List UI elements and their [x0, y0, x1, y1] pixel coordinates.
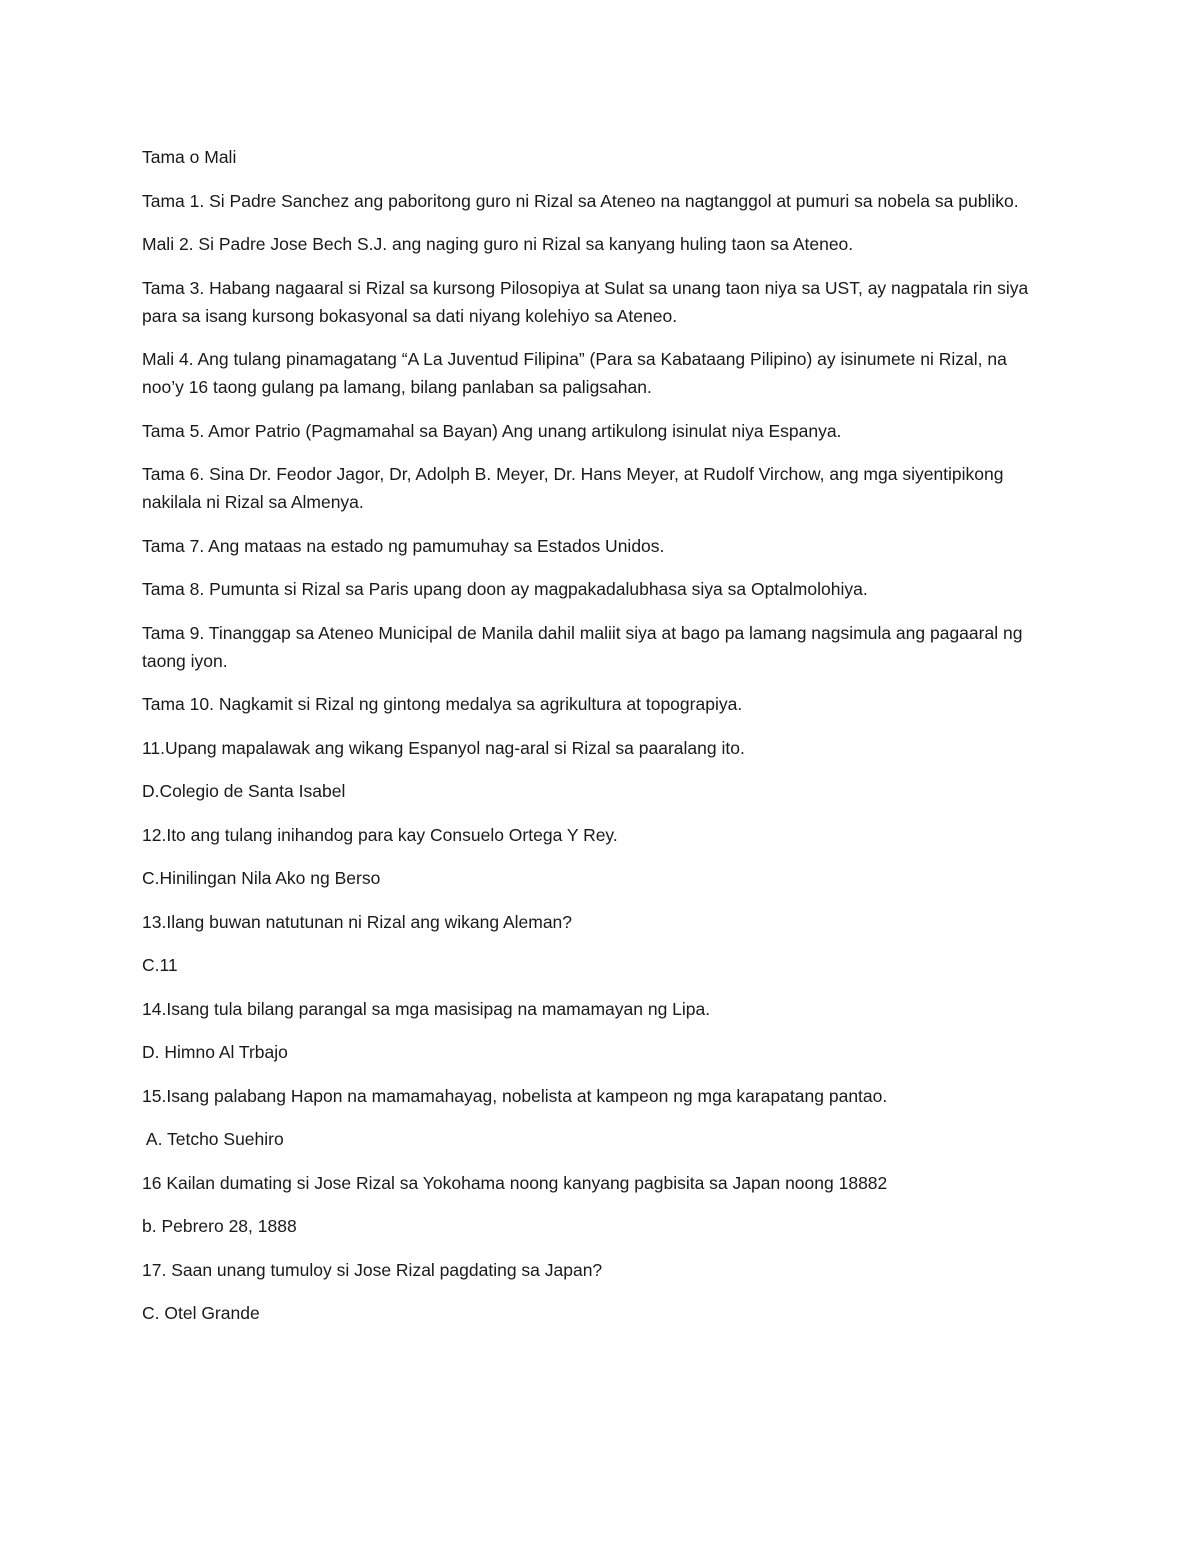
- paragraph-4: Mali 4. Ang tulang pinamagatang “A La Juventud Filipina” (Para sa Kabataang Pilipino) ay isinumete ni Rizal, na noo’y 16 taong gulang pa lamang, bilang panlaban sa paligsahan.: [142, 349, 1007, 397]
- question-14: 14.Isang tula bilang parangal sa mga masisipag na mamamayan ng Lipa.: [142, 998, 711, 1019]
- paragraph-8: Tama 8. Pumunta si Rizal sa Paris upang doon ay magpakadalubhasa siya sa Optalmolohiya.: [142, 579, 868, 599]
- question-16: 16 Kailan dumating si Jose Rizal sa Yokohama noong kanyang pagbisita sa Japan noong 18882: [142, 1172, 888, 1193]
- document-page: [142, 143, 1042, 1343]
- answer-14: D. Himno Al Trbajo: [142, 1042, 288, 1062]
- document-title: Tama o Mali: [142, 147, 237, 167]
- answer-16: b. Pebrero 28, 1888: [142, 1216, 297, 1236]
- question-15: 15.Isang palabang Hapon na mamamahayag, nobelista at kampeon ng mga karapatang pantao.: [142, 1085, 888, 1106]
- paragraph-3: Tama 3. Habang nagaaral si Rizal sa kursong Pilosopiya at Sulat sa unang taon niya sa UST, ay nagpatala rin siya para sa isang kursong bokasyonal sa dati niyang kolehiyo sa Ateneo.: [142, 277, 1029, 326]
- answer-15: A. Tetcho Suehiro: [142, 1129, 284, 1149]
- paragraph-7: Tama 7. Ang mataas na estado ng pamumuhay sa Estados Unidos.: [142, 535, 665, 556]
- paragraph-2: Mali 2. Si Padre Jose Bech S.J. ang naging guro ni Rizal sa kanyang huling taon sa Ateneo.: [142, 234, 854, 254]
- answer-13: C.11: [142, 955, 178, 975]
- paragraph-10: Tama 10. Nagkamit si Rizal ng gintong medalya sa agrikultura at topograpiya.: [142, 694, 743, 714]
- answer-17: C. Otel Grande: [142, 1303, 260, 1323]
- paragraph-6: Tama 6. Sina Dr. Feodor Jagor, Dr, Adolph B. Meyer, Dr. Hans Meyer, at Rudolf Virchow, ang mga siyentipikong nakilala ni Rizal sa Almenya.: [142, 464, 1004, 512]
- paragraph-5: Tama 5. Amor Patrio (Pagmamahal sa Bayan) Ang unang artikulong isinulat niya Espanya.: [142, 420, 842, 441]
- paragraph-1: Tama 1. Si Padre Sanchez ang paboritong guro ni Rizal sa Ateneo na nagtanggol at pumuri sa nobela sa publiko.: [142, 190, 1019, 211]
- question-11: 11.Upang mapalawak ang wikang Espanyol nag-aral si Rizal sa paaralang ito.: [142, 737, 745, 758]
- answer-11: D.Colegio de Santa Isabel: [142, 781, 346, 801]
- answer-12: C.Hinilingan Nila Ako ng Berso: [142, 868, 381, 888]
- question-12: 12.Ito ang tulang inihandog para kay Consuelo Ortega Y Rey.: [142, 824, 618, 845]
- paragraph-9: Tama 9. Tinanggap sa Ateneo Municipal de Manila dahil maliit siya at bago pa lamang nagsimula ang pagaaral ng taong iyon.: [142, 622, 1023, 671]
- question-13: 13.Ilang buwan natutunan ni Rizal ang wikang Aleman?: [142, 911, 573, 932]
- question-17: 17. Saan unang tumuloy si Jose Rizal pagdating sa Japan?: [142, 1259, 603, 1280]
